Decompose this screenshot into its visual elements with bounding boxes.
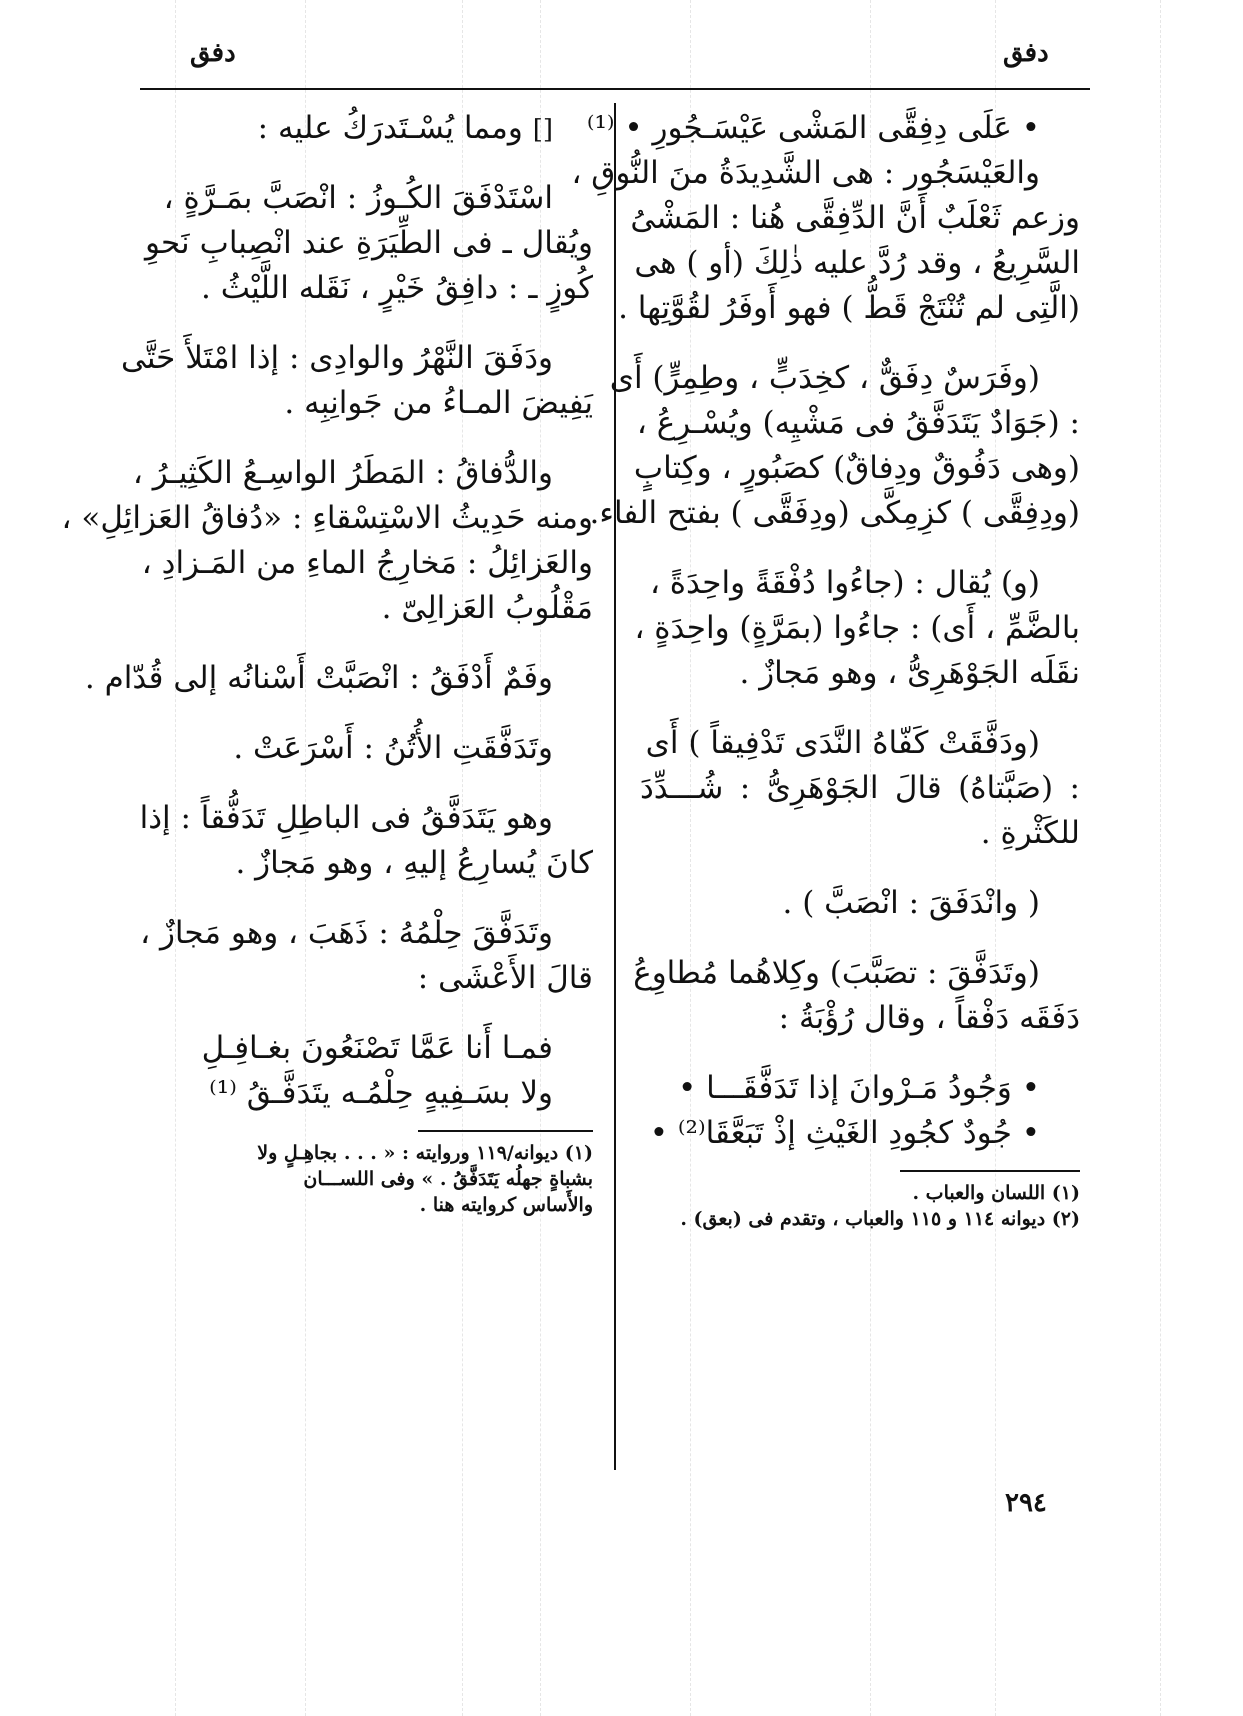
- footnote-rule: [900, 1170, 1080, 1172]
- text-line: قالَ الأَعْشَى :: [417, 960, 593, 996]
- column-divider: [614, 103, 616, 1470]
- text-line: (ودَفَّقَتْ كَفّاهُ النَّدَى تَدْفِيقاً ) أَى: [645, 725, 1040, 761]
- text-line: • عَلَى دِفِقَّى المَشْى عَيْسَـجُورِ • ⁽¹⁾: [586, 110, 1040, 146]
- text-line: وفَمٌ أَدْفَقُ : انْصَبَّتْ أَسْنانُه إلى قُدّام .: [84, 660, 553, 696]
- text-line: والدُّفاقُ : المَطَرُ الواسِـعُ الكَثِيـرُ ،: [132, 455, 553, 491]
- footnote: (١) ديوانه/١١٩ وروايته : « . . . بجاهِـلٍ ولا: [257, 1142, 593, 1164]
- text-line: : (جَوَادٌ يَتَدَفَّقُ فى مَشْيِه) ويُسْـرِعُ ،: [636, 405, 1080, 441]
- verse-line: فمـا أَنا عَمَّا تَصْنَعُونَ بغـافِـلِ: [201, 1030, 553, 1066]
- footnote: والأَساس كروايته هنا .: [419, 1194, 593, 1216]
- left-column: [61, 106, 593, 1218]
- text-line: والعَيْسَجُور : هى الشَّدِيدَةُ منَ النُّوقِ ،: [571, 155, 1040, 191]
- text-line: مَقْلُوبُ العَزالِىّ .: [381, 590, 593, 626]
- text-line: (وفَرَسٌ دِفَقٌّ ، كخِدَبٍّ ، وطِمِرٍّ) أَى: [609, 360, 1040, 396]
- footnote-rule: [418, 1130, 593, 1132]
- text-line: وهو يَتَدَفَّقُ فى الباطِلِ تَدَفُّقاً : إذا: [139, 800, 553, 836]
- text-line: (وتَدَفَّقَ : تصَبَّبَ) وكِلاهُما مُطاوِعُ: [633, 955, 1040, 991]
- header-rule: [140, 88, 1090, 90]
- footnote: بشباةٍ جهلُه يَتَدَفَّقُ . » وفى اللســـان: [303, 1168, 593, 1190]
- page-number: ٢٩٤: [1005, 1488, 1047, 1518]
- text-line: يَفِيضَ المـاءُ من جَوانِبِه .: [284, 385, 593, 421]
- text-line: (الَّتِى لم تُنْتَجْ قَطُّ ) فهو أَوفَرُ لقُوَّتِها .: [618, 290, 1080, 326]
- footnote: (٢) ديوانه ١١٤ و ١١٥ والعباب ، وتقدم فى (بعق) .: [680, 1208, 1080, 1230]
- text-line: [145, 106, 593, 151]
- text-line: وتَدَفَّقَ حِلْمُهُ : ذَهَبَ ، وهو مَجازٌ ،: [140, 915, 553, 951]
- section-marker-box: []: [532, 115, 553, 145]
- text-line: للكَثْرةِ .: [980, 815, 1080, 851]
- verse-line: • جُودٌ كجُودِ الغَيْثِ إذْ تَبَعَّقَا⁽²⁾ •: [649, 1115, 1040, 1151]
- text-line: : (صَبَّتاهُ) قالَ الجَوْهَرِىُّ : شُـــدِّدَ: [640, 770, 1080, 806]
- verse-line: • وَجُودُ مَـرْوانَ إذا تَدَفَّقَـــا •: [677, 1070, 1040, 1106]
- text-line: ودَفَقَ النَّهْرُ والوادِى : إذا امْتَلأَ حَتَّى: [120, 340, 553, 376]
- text-line: (و) يُقال : (جاءُوا دُفْقَةً واحِدَةً ،: [649, 565, 1040, 601]
- text-line: وتَدَفَّقَتِ الأُتُنُ : أَسْرَعَتْ .: [233, 730, 553, 766]
- text-line: كانَ يُسارِعُ إليهِ ، وهو مَجازٌ .: [235, 845, 593, 881]
- text-line: ويُقال ـ فى الطِّيَرَةِ عند انْصِبابِ نَحوِ: [145, 225, 593, 261]
- text-line: بالضَّمِّ ، أَى) : جاءُوا (بمَرَّةٍ) واحِدَةٍ ،: [634, 610, 1080, 646]
- footnote: (١) اللسان والعباب .: [912, 1182, 1080, 1204]
- text-line: ( وانْدَفَقَ : انْصَبَّ ) .: [782, 885, 1040, 921]
- text-line: نقَلَه الجَوْهَرِىُّ ، وهو مَجازٌ .: [739, 655, 1080, 691]
- text-line: دَفَقَه دَفْقاً ، وقال رُؤْبَةُ :: [778, 1000, 1080, 1036]
- scan-guide-line: [1160, 0, 1161, 1716]
- running-header-right: دفق: [1003, 38, 1049, 68]
- text-line: اسْتَدْفَقَ الكُـوزُ : انْصَبَّ بمَـرَّةٍ ،: [163, 180, 553, 216]
- text-line: (ودِفِقَّى ) كزِمِكَّى (ودِفَقَّى ) بفتح الفاء.: [589, 495, 1080, 531]
- verse-line: ولا بسَـفِيهٍ حِلْمُـه يتَدَفَّـقُ ⁽¹⁾: [209, 1075, 553, 1111]
- text-line: السَّرِيعُ ، وقد رُدَّ عليه ذٰلِكَ (أو ) هى: [634, 245, 1080, 281]
- text-line: ومنه حَدِيثُ الاسْتِسْقاءِ : «دُفاقُ العَزائِلِ» ،: [61, 500, 593, 536]
- text-line: (وهى دَفُوقٌ ودِفاقٌ) كصَبُورٍ ، وكِتابٍ: [633, 450, 1080, 486]
- text-line: كُوزٍ ـ : دافِقُ خَيْرٍ ، نَقَله اللَّيْثُ .: [201, 270, 593, 306]
- text-line: والعَزائِلُ : مَخارِجُ الماءِ من المَـزادِ ،: [141, 545, 593, 581]
- text-line: وزعم ثَعْلَبٌ أَنَّ الدِّفِقَّى هُنا : المَشْىُ: [630, 200, 1080, 236]
- section-intro-text: ومما يُسْـتَدرَكُ عليه :: [257, 110, 523, 146]
- running-header-left: دفق: [190, 38, 236, 68]
- right-column: [571, 106, 1080, 1232]
